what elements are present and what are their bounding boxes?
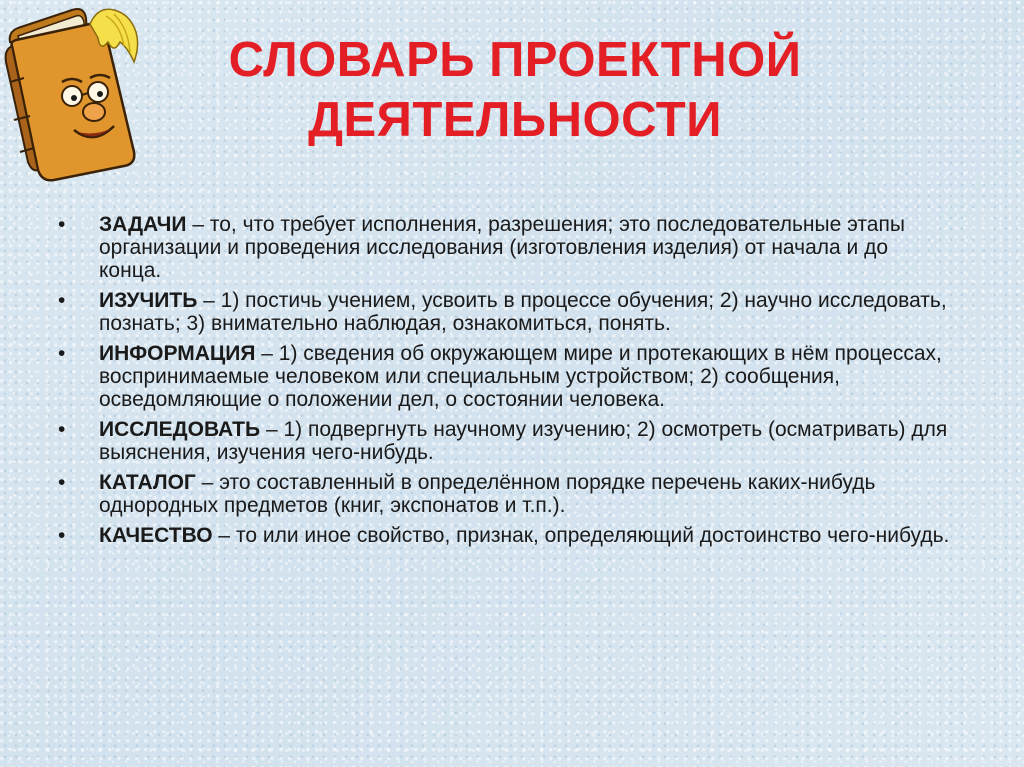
term-definition: – то, что требует исполнения, разрешения; это последовательные этапы организации и проведения исследования (изготовления изделия) от начала и до конца.: [99, 213, 905, 282]
term-word: КАТАЛОГ: [99, 471, 196, 494]
terms-list: [56, 213, 956, 554]
title-line-2: ДЕЯТЕЛЬНОСТИ: [308, 93, 722, 147]
term-definition: – 1) подвергнуть научному изучению; 2) осмотреть (осматривать) для выяснения, изучения чего-нибудь.: [99, 418, 948, 464]
term-definition: – это составленный в определённом порядке перечень каких-нибудь однородных предметов (книг, экспонатов и т.п.).: [99, 471, 876, 517]
term-definition: – 1) постичь учением, усвоить в процессе обучения; 2) научно исследовать, познать; 3) внимательно наблюдая, ознакомиться, понять.: [99, 289, 947, 335]
bullet-icon: •: [58, 418, 66, 441]
list-item: [56, 418, 956, 464]
term-word: ЗАДАЧИ: [99, 213, 187, 236]
page-title: [150, 30, 880, 150]
bullet-icon: •: [58, 342, 66, 365]
title-line-1: СЛОВАРЬ ПРОЕКТНОЙ: [228, 33, 802, 87]
term-definition: – 1) сведения об окружающем мире и протекающих в нём процессах, воспринимаемые человеком или специальным устройством; 2) сообщения, осведомляющие о положении дел, о состоянии человека.: [99, 342, 942, 411]
cartoon-book-character-icon: [2, 2, 152, 182]
bullet-icon: •: [58, 289, 66, 312]
bullet-icon: •: [58, 524, 66, 547]
bullet-icon: •: [58, 213, 66, 236]
term-word: ИССЛЕДОВАТЬ: [99, 418, 261, 441]
list-item: [56, 471, 956, 517]
list-item: [56, 213, 956, 282]
term-word: ИНФОРМАЦИЯ: [99, 342, 256, 365]
term-word: ИЗУЧИТЬ: [99, 289, 198, 312]
list-item: [56, 524, 956, 547]
list-item: [56, 289, 956, 335]
bullet-icon: •: [58, 471, 66, 494]
term-word: КАЧЕСТВО: [99, 524, 213, 547]
term-definition: – то или иное свойство, признак, определяющий достоинство чего-нибудь.: [212, 524, 950, 547]
list-item: [56, 342, 956, 411]
